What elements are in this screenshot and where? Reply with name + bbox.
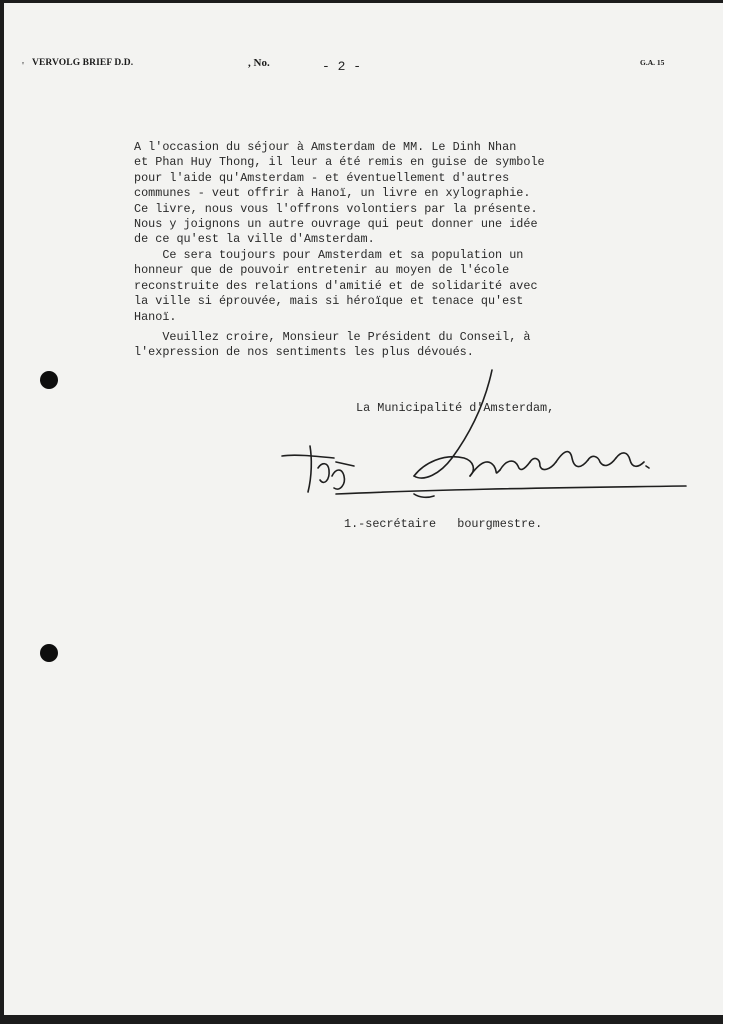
closing-line: La Municipalité d'Amsterdam, — [356, 401, 555, 415]
handwritten-signatures — [274, 358, 694, 508]
signatory-titles: 1.-secrétaire bourgmestre. — [344, 517, 543, 531]
paragraph-3: Veuillez croire, Monsieur le Président du Conseil, à l'expression de nos sentiments les plus dévoués. — [134, 330, 531, 360]
paragraph-2: Ce sera toujours pour Amsterdam et sa population un honneur que de pouvoir entretenir au moyen de l'école reconstruite des relations d'amitié et de solidarité avec la ville si éprouvée, mais si héroïque et tenace qu'est Hanoï. — [134, 248, 538, 324]
punch-hole — [40, 644, 58, 662]
margin-tick-mark: ' — [22, 60, 24, 72]
paragraph-1: A l'occasion du séjour à Amsterdam de MM. Le Dinh Nhan et Phan Huy Thong, il leur a été remis en guise de symbole pour l'aide qu'Amsterdam - et éventuellement d'autres communes - veut offrir à Hanoï, un livre en xylographie. Ce livre, nous vous l'offrons volontiers par la présente. Nous y joignons un autre ouvrage qui peut donner une idée de ce qu'est la ville d'Amsterdam. — [134, 140, 545, 247]
letter-page — [4, 3, 723, 1015]
punch-hole — [40, 371, 58, 389]
form-code: G.A. 15 — [640, 58, 665, 67]
letter-body — [134, 140, 614, 360]
page-edge — [723, 0, 735, 1024]
continuation-label: VERVOLG BRIEF D.D. — [32, 58, 134, 68]
number-label: , No. — [248, 57, 270, 69]
page-number: - 2 - — [322, 59, 362, 74]
